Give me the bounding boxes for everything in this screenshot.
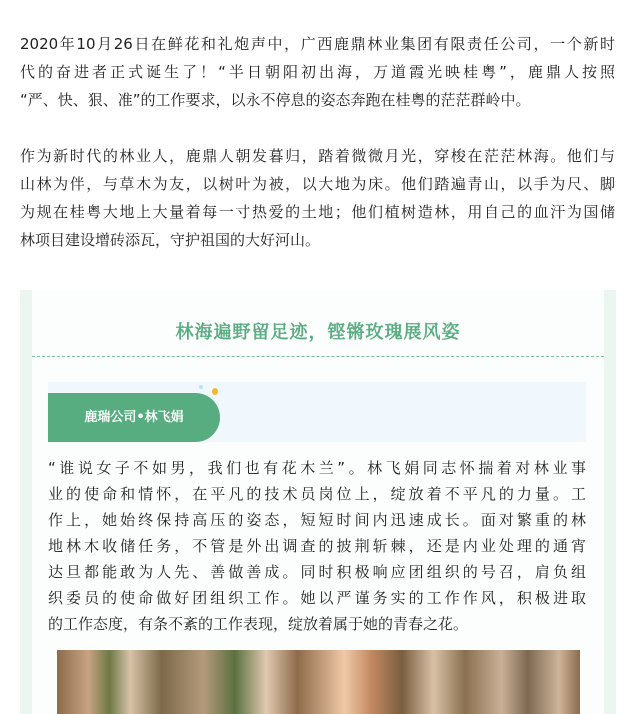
text-line: 织委员的使命做好团组织工作。她以严谨务实的工作作风，积极进取	[48, 589, 586, 607]
text-line: 山林为伴，与草木为友，以树叶为被，以大地为床。他们踏遍青山，以手为尺、脚	[20, 175, 615, 193]
divider	[32, 356, 604, 357]
text-line: “谁说女子不如男，我们也有花木兰”。林飞娟同志怀揣着对林业事	[48, 459, 586, 477]
text-line: 业的使命和情怀，在平凡的技术员岗位上，绽放着不平凡的力量。工	[48, 485, 586, 503]
section-title: 林海遍野留足迹，铿锵玫瑰展风姿	[175, 322, 461, 343]
text-line: 为规在桂粤大地上大量着每一寸热爱的土地；他们植树造林，用自己的血汗为国储	[20, 203, 615, 221]
text-line: 作上，她始终保持高压的姿态，短短时间内迅速成长。面对繁重的林	[48, 511, 586, 529]
forest-photo	[57, 650, 580, 714]
text-line: 地林木收储任务，不管是外出调查的披荆斩棘，还是内业处理的通宵	[48, 537, 586, 555]
decor-dot-icon	[199, 385, 203, 389]
text-line: “严、快、狠、准”的工作要求，以永不停息的姿态奔跑在桂粤的茫茫群岭中。	[20, 91, 531, 109]
text-line: 作为新时代的林业人，鹿鼎人朝发暮归，踏着微微月光，穿梭在茫茫林海。他们与	[20, 147, 615, 165]
text-line: 的工作态度，有条不紊的工作表现，绽放着属于她的青春之花。	[48, 615, 469, 633]
intro-paragraph	[20, 30, 615, 114]
decor-dot-icon	[212, 388, 218, 395]
text-line: 达旦都能敢为人先、善做善成。同时积极响应团组织的号召，肩负组	[48, 563, 586, 581]
forestry-paragraph	[20, 142, 615, 254]
person-tag: 鹿瑞公司•林飞娟	[48, 393, 220, 442]
profile-paragraph	[48, 455, 586, 637]
text-line: 2020年10月26日在鲜花和礼炮声中，广西鹿鼎林业集团有限责任公司，一个新时	[20, 35, 615, 53]
text-line: 代的奋进者正式诞生了！“半日朝阳初出海，万道霞光映桂粤”，鹿鼎人按照	[20, 63, 615, 81]
text-line: 林项目建设增砖添瓦，守护祖国的大好河山。	[20, 231, 321, 249]
